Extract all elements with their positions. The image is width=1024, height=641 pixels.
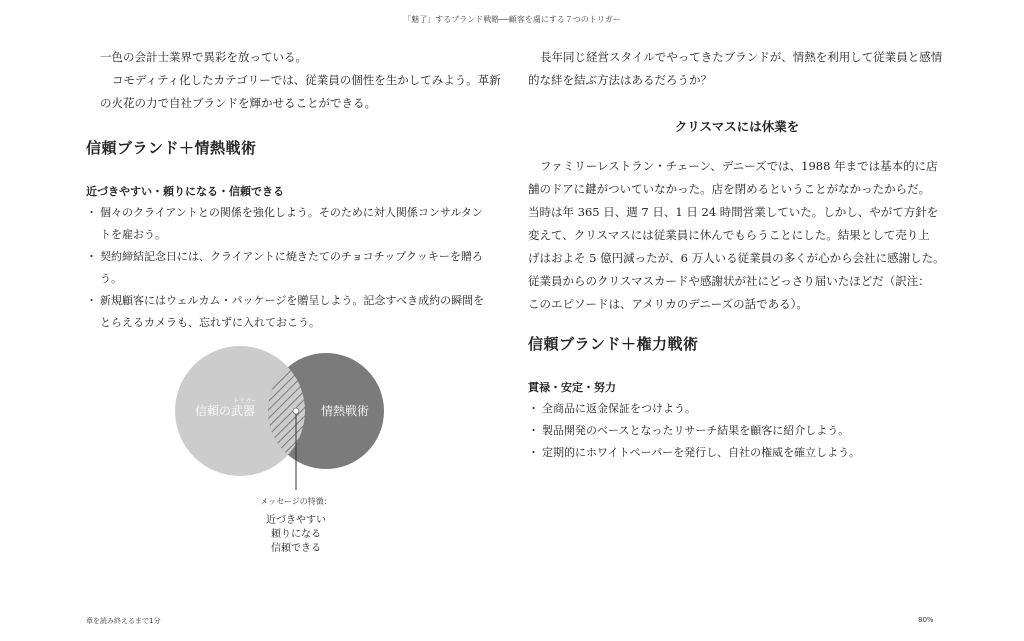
story-title: クリスマスには休業を [674, 119, 800, 134]
list-item: ・ 定期的にホワイトペーパーを発行し、自社の権威を確立しよう。 [528, 446, 861, 459]
section-subheading: 近づきやすい・頼りになる・信頼できる [86, 185, 284, 198]
paragraph-line: の火花の力で自社ブランドを輝かせることができる。 [100, 96, 376, 110]
chapter-time-remaining: 章を読み終えるまで1分 [86, 617, 161, 625]
story-line: 舗のドアに鍵がついていなかった。店を閉めるということがなかったからだ。 [528, 182, 931, 196]
story-line: ファミリーレストラン・チェーン、デニーズでは、1988 年までは基本的に店 [540, 159, 938, 173]
trust-weapon-label: 信頼の武器 [194, 404, 256, 418]
section-heading: 信頼ブランド＋情熱戦術 [86, 139, 257, 157]
diagram-caption [240, 496, 352, 556]
story-line: このエピソードは、アメリカのデニーズの話である）。 [528, 297, 808, 311]
trigger-ruby: トリガー [233, 398, 257, 405]
list-item: ・ 製品開発のベースとなったリサーチ結果を顧客に紹介しよう。 [528, 424, 850, 437]
tactics-list [528, 398, 946, 464]
intro-line: 的な絆を結ぶ方法はあるだろうか？ [528, 73, 712, 87]
list-item: ・ 契約締結記念日には、クライアントに焼きたてのチョコチップクッキーを贈ろ う。 [86, 250, 483, 285]
book-title-header: 「魅了」するブランド戦略──顧客を虜にする７つのトリガー [403, 15, 621, 24]
caption-line: 信頼できる [271, 543, 321, 554]
paragraph-line: コモディティ化したカテゴリーでは、従業員の個性を生かしてみよう。革新 [112, 73, 501, 87]
pointer-dot [293, 408, 299, 414]
tactics-list [86, 202, 501, 334]
reading-progress-percent: 80% [918, 616, 934, 624]
caption-line: 頼りになる [271, 529, 321, 540]
venn-diagram [170, 338, 400, 498]
story-line: げはおよそ 5 億円減ったが、6 万人いる従業員の多くが心から会社に感謝した。 [528, 251, 945, 265]
paragraph-continuation: 一色の会計士業界で異彩を放っている。 [100, 50, 307, 64]
list-item: ・ 全商品に返金保証をつけよう。 [528, 402, 696, 415]
list-item: ・ 個々のクライアントとの関係を強化しよう。そのために対人関係コンサルタン トを雇おう。 [86, 206, 483, 241]
list-item: ・ 新規顧客にはウェルカム・パッケージを贈呈しよう。記念すべき成約の瞬間を とらえるカメラも、忘れずに入れておこう。 [86, 294, 485, 329]
intro-line: 長年同じ経営スタイルでやってきたブランドが、情熱を利用して従業員と感情 [540, 50, 943, 64]
story-line: 従業員からのクリスマスカードや感謝状が社にどっさり届いたほどだ（訳注： [528, 274, 930, 288]
caption-title: メッセージの特徴： [260, 497, 332, 506]
story-line: 変えて、クリスマスには従業員に休んでもらうことにした。結果として売り上 [528, 228, 930, 242]
passion-tactic-label: 情熱戦術 [320, 404, 370, 418]
caption-line: 近づきやすい [266, 515, 326, 526]
story-line: 当時は年 365 日、週 7 日、1 日 24 時間営業していた。しかし、やがて方針を [528, 205, 939, 219]
section-heading: 信頼ブランド＋権力戦術 [528, 335, 699, 353]
section-subheading: 貫禄・安定・努力 [528, 381, 616, 394]
